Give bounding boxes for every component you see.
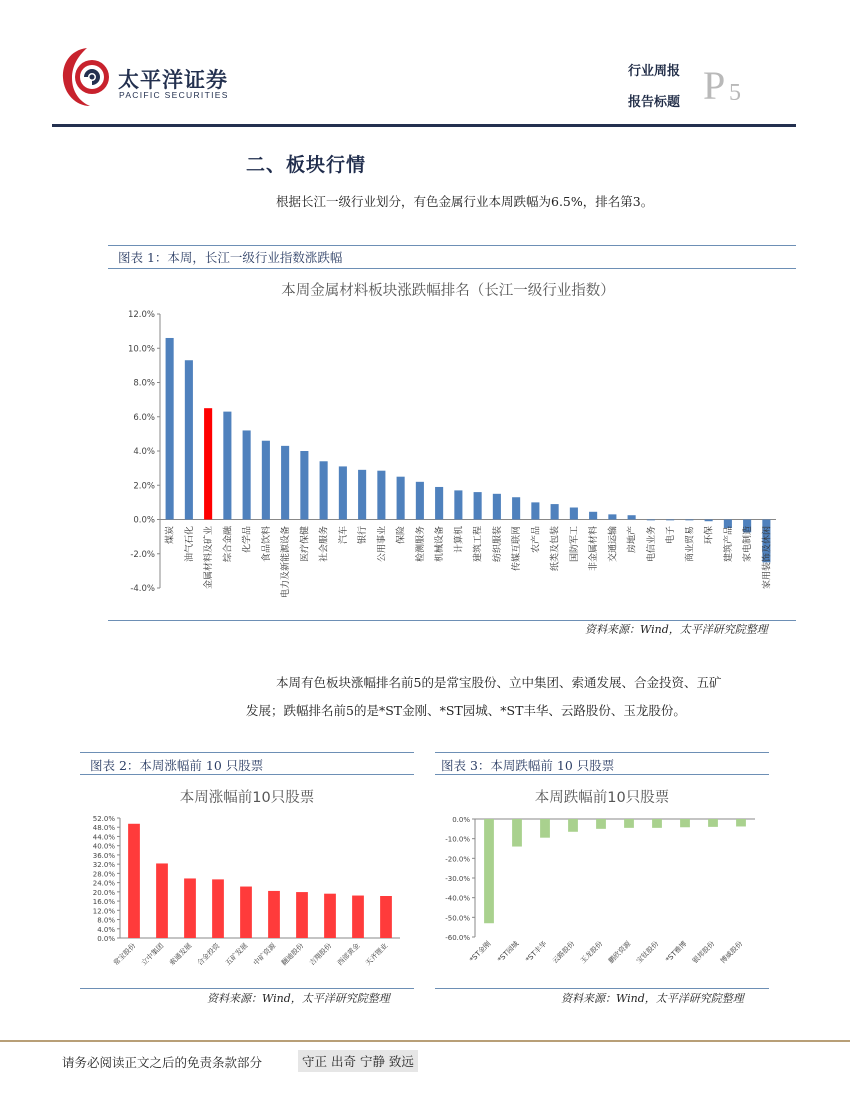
- fig1-title-rule: [108, 268, 796, 269]
- bar: [589, 512, 597, 520]
- fig1-title: 图表 1：本周，长江一级行业指数涨跌幅: [118, 250, 343, 265]
- y-tick-label: 52.0%: [92, 815, 115, 823]
- bar: [708, 819, 718, 827]
- bar: [320, 461, 328, 519]
- bar: [608, 514, 616, 519]
- category-label: 计算机: [454, 526, 465, 554]
- y-tick-label: 12.0%: [127, 310, 155, 320]
- fig3-title: 图表 3：本周跌幅前 10 只股票: [441, 758, 615, 773]
- category-label: 银邦股份: [690, 939, 717, 966]
- bar: [380, 896, 392, 938]
- bar: [240, 887, 252, 938]
- bar: [454, 490, 462, 519]
- category-label: 纸类及包装: [550, 526, 561, 572]
- category-label: 博威股份: [718, 939, 745, 966]
- fig2-title: 图表 2：本周涨幅前 10 只股票: [90, 758, 264, 773]
- bar: [377, 471, 385, 520]
- bar: [652, 819, 662, 828]
- bar: [296, 892, 308, 938]
- bar: [212, 879, 224, 938]
- y-tick-label: 8.0%: [133, 378, 155, 389]
- bar: [243, 430, 251, 519]
- bar: [512, 819, 522, 847]
- category-label: 常宝股份: [111, 941, 138, 968]
- category-label: 天齐锂业: [363, 941, 390, 968]
- fig2-source: 资料来源：Wind，太平洋研究院整理: [207, 992, 390, 1005]
- bar: [540, 819, 550, 838]
- category-label: 纺织服装: [492, 526, 503, 563]
- bar: [435, 487, 443, 520]
- y-tick-label: 48.0%: [92, 824, 115, 833]
- category-label: 社会服务: [319, 526, 330, 563]
- bar: [300, 451, 308, 520]
- y-tick-label: 0.0%: [452, 816, 470, 824]
- y-tick-label: -50.0%: [445, 914, 470, 923]
- y-tick-label: 44.0%: [92, 833, 115, 842]
- footer-disclaimer: 请务必阅读正文之后的免责条款部分: [62, 1055, 263, 1070]
- bar: [512, 497, 520, 519]
- page-number: 5: [729, 80, 741, 106]
- bar: [628, 515, 636, 519]
- category-label: 环保: [704, 526, 715, 545]
- paragraph-1: 根据长江一级行业划分，有色金属行业本周跌幅为6.5%，排名第3。: [276, 194, 654, 209]
- y-tick-label: 0.0%: [133, 515, 155, 526]
- bar: [324, 894, 336, 938]
- y-tick-label: -10.0%: [445, 835, 470, 844]
- y-tick-label: -20.0%: [445, 855, 470, 864]
- header-rule: [52, 124, 796, 127]
- bar: [531, 502, 539, 519]
- category-label: 农产品: [531, 526, 542, 554]
- category-label: *ST丰华: [524, 939, 549, 964]
- bar: [128, 824, 140, 938]
- category-label: 中矿资源: [251, 941, 278, 968]
- chart-title: 本周涨幅前10只股票: [179, 790, 315, 806]
- category-label: 五矿发展: [223, 941, 250, 968]
- report-type: 行业周报: [628, 64, 681, 79]
- y-tick-label: -30.0%: [445, 875, 470, 883]
- bar: [647, 520, 655, 521]
- bar: [551, 504, 559, 519]
- footer-rule: [0, 1040, 850, 1042]
- category-label: *ST雅博: [664, 939, 689, 964]
- category-label: 电子: [666, 526, 677, 545]
- chart-title: 本周金属材料板块涨跌幅排名（长江一级行业指数）: [281, 283, 615, 299]
- y-tick-label: 24.0%: [92, 879, 115, 888]
- category-label: 玉龙股份: [578, 939, 605, 966]
- y-tick-label: 16.0%: [92, 898, 115, 907]
- category-label: 国防军工: [569, 526, 580, 563]
- bar: [262, 441, 270, 520]
- category-label: 宝钛股份: [634, 939, 661, 966]
- bar: [156, 863, 168, 938]
- y-tick-label: 28.0%: [92, 870, 115, 879]
- category-label: 综合金融: [223, 526, 234, 563]
- category-label: 电信业务: [646, 526, 657, 563]
- losers-chart: [435, 778, 769, 988]
- gainers-chart: [80, 778, 414, 988]
- industry-chart: [108, 270, 796, 620]
- category-label: 交通运输: [608, 526, 619, 563]
- category-label: 房地产: [627, 526, 638, 554]
- category-label: 化学品: [242, 526, 253, 554]
- y-tick-label: 10.0%: [127, 344, 155, 355]
- page-letter: P: [703, 63, 726, 108]
- company-name: 太平洋证券: [118, 68, 228, 92]
- category-label: 公用事业: [377, 526, 388, 563]
- category-label: 西部黄金: [335, 941, 362, 968]
- y-tick-label: 2.0%: [133, 481, 155, 492]
- bar: [397, 477, 405, 520]
- y-tick-label: -2.0%: [130, 549, 155, 560]
- category-label: 建筑工程: [473, 526, 484, 563]
- y-tick-label: 0.0%: [97, 935, 115, 943]
- category-label: 食品饮料: [261, 526, 272, 563]
- bar: [184, 878, 196, 938]
- fig1-top-rule: [108, 245, 796, 246]
- category-label: 汽车: [338, 526, 349, 545]
- bar: [680, 819, 690, 827]
- y-tick-label: -4.0%: [130, 584, 155, 594]
- bar: [204, 408, 212, 519]
- bar: [493, 494, 501, 520]
- category-label: 传媒互联网: [512, 526, 523, 572]
- bar: [223, 412, 231, 520]
- y-tick-label: 4.0%: [97, 925, 115, 934]
- category-label: 吉翔股份: [307, 941, 334, 968]
- category-label: 煤炭: [165, 526, 176, 545]
- chart-title: 本周跌幅前10只股票: [534, 790, 670, 806]
- bar: [570, 508, 578, 520]
- bar: [568, 819, 578, 832]
- y-tick-label: 20.0%: [92, 888, 115, 897]
- y-tick-label: -40.0%: [445, 894, 470, 903]
- category-label: 非金属材料: [589, 526, 600, 572]
- y-tick-label: 4.0%: [133, 447, 155, 457]
- category-label: *ST园城: [496, 939, 521, 964]
- y-tick-label: 8.0%: [97, 916, 115, 925]
- fig2-top-rule: [80, 752, 414, 753]
- bar: [166, 338, 174, 520]
- y-tick-label: 6.0%: [133, 412, 155, 423]
- bar: [705, 520, 713, 522]
- fig2-bottom-rule: [80, 988, 414, 989]
- footer-motto: 守正 出奇 宁静 致远: [298, 1050, 418, 1072]
- category-label: 电力及新能源设备: [281, 526, 292, 599]
- bar: [358, 470, 366, 520]
- fig3-title-rule: [435, 774, 769, 775]
- company-name-en: PACIFIC SECURITIES: [119, 90, 229, 100]
- bar: [416, 482, 424, 520]
- paragraph-2-line-2: 发展；跌幅排名前5的是*ST金刚、*ST园城、*ST丰华、云路股份、玉龙股份。: [246, 703, 686, 718]
- category-label: 家电制造: [743, 526, 754, 563]
- category-label: 机械设备: [435, 526, 446, 563]
- category-label: *ST金刚: [468, 939, 493, 964]
- category-label: 商业贸易: [685, 526, 696, 563]
- bar: [185, 360, 193, 519]
- category-label: 翻迪股份: [279, 941, 306, 968]
- bar: [268, 891, 280, 938]
- category-label: 立中集团: [139, 941, 166, 968]
- bar: [352, 896, 364, 938]
- bar: [474, 492, 482, 519]
- y-tick-label: -60.0%: [445, 934, 470, 942]
- category-label: 鹏欣资源: [606, 939, 633, 966]
- category-label: 保险: [396, 526, 407, 545]
- category-label: 索通发展: [167, 941, 194, 968]
- fig3-top-rule: [435, 752, 769, 753]
- fig2-title-rule: [80, 774, 414, 775]
- y-tick-label: 40.0%: [92, 842, 115, 851]
- report-title: 报告标题: [628, 95, 681, 110]
- fig3-bottom-rule: [435, 988, 769, 989]
- bar: [484, 819, 494, 923]
- bar: [624, 819, 634, 828]
- category-label: 合金投资: [195, 941, 222, 968]
- bar: [596, 819, 606, 829]
- category-label: 医疗保健: [300, 526, 311, 563]
- fig3-source: 资料来源：Wind，太平洋研究院整理: [561, 992, 744, 1005]
- bar: [685, 520, 693, 521]
- fig1-source: 资料来源：Wind，太平洋研究院整理: [585, 623, 768, 636]
- bar: [281, 446, 289, 520]
- bar: [339, 466, 347, 519]
- y-tick-label: 32.0%: [92, 861, 115, 870]
- category-label: 银行: [358, 526, 369, 545]
- category-label: 金属材料及矿业: [204, 526, 215, 590]
- bar: [736, 819, 746, 826]
- company-logo: [58, 44, 116, 110]
- category-label: 建筑产品: [723, 526, 734, 563]
- y-tick-label: 12.0%: [92, 907, 115, 916]
- paragraph-2-line-1: 本周有色板块涨幅排名前5的是常宝股份、立中集团、索通发展、合金投资、五矿: [276, 675, 722, 690]
- category-label: 油气石化: [184, 526, 195, 563]
- category-label: 检测服务: [415, 526, 426, 563]
- section-title: 二、板块行情: [246, 154, 367, 176]
- y-tick-label: 36.0%: [92, 851, 115, 860]
- category-label: 家用装饰及休闲: [762, 526, 773, 590]
- category-label: 云路股份: [550, 939, 577, 966]
- bar: [666, 520, 674, 521]
